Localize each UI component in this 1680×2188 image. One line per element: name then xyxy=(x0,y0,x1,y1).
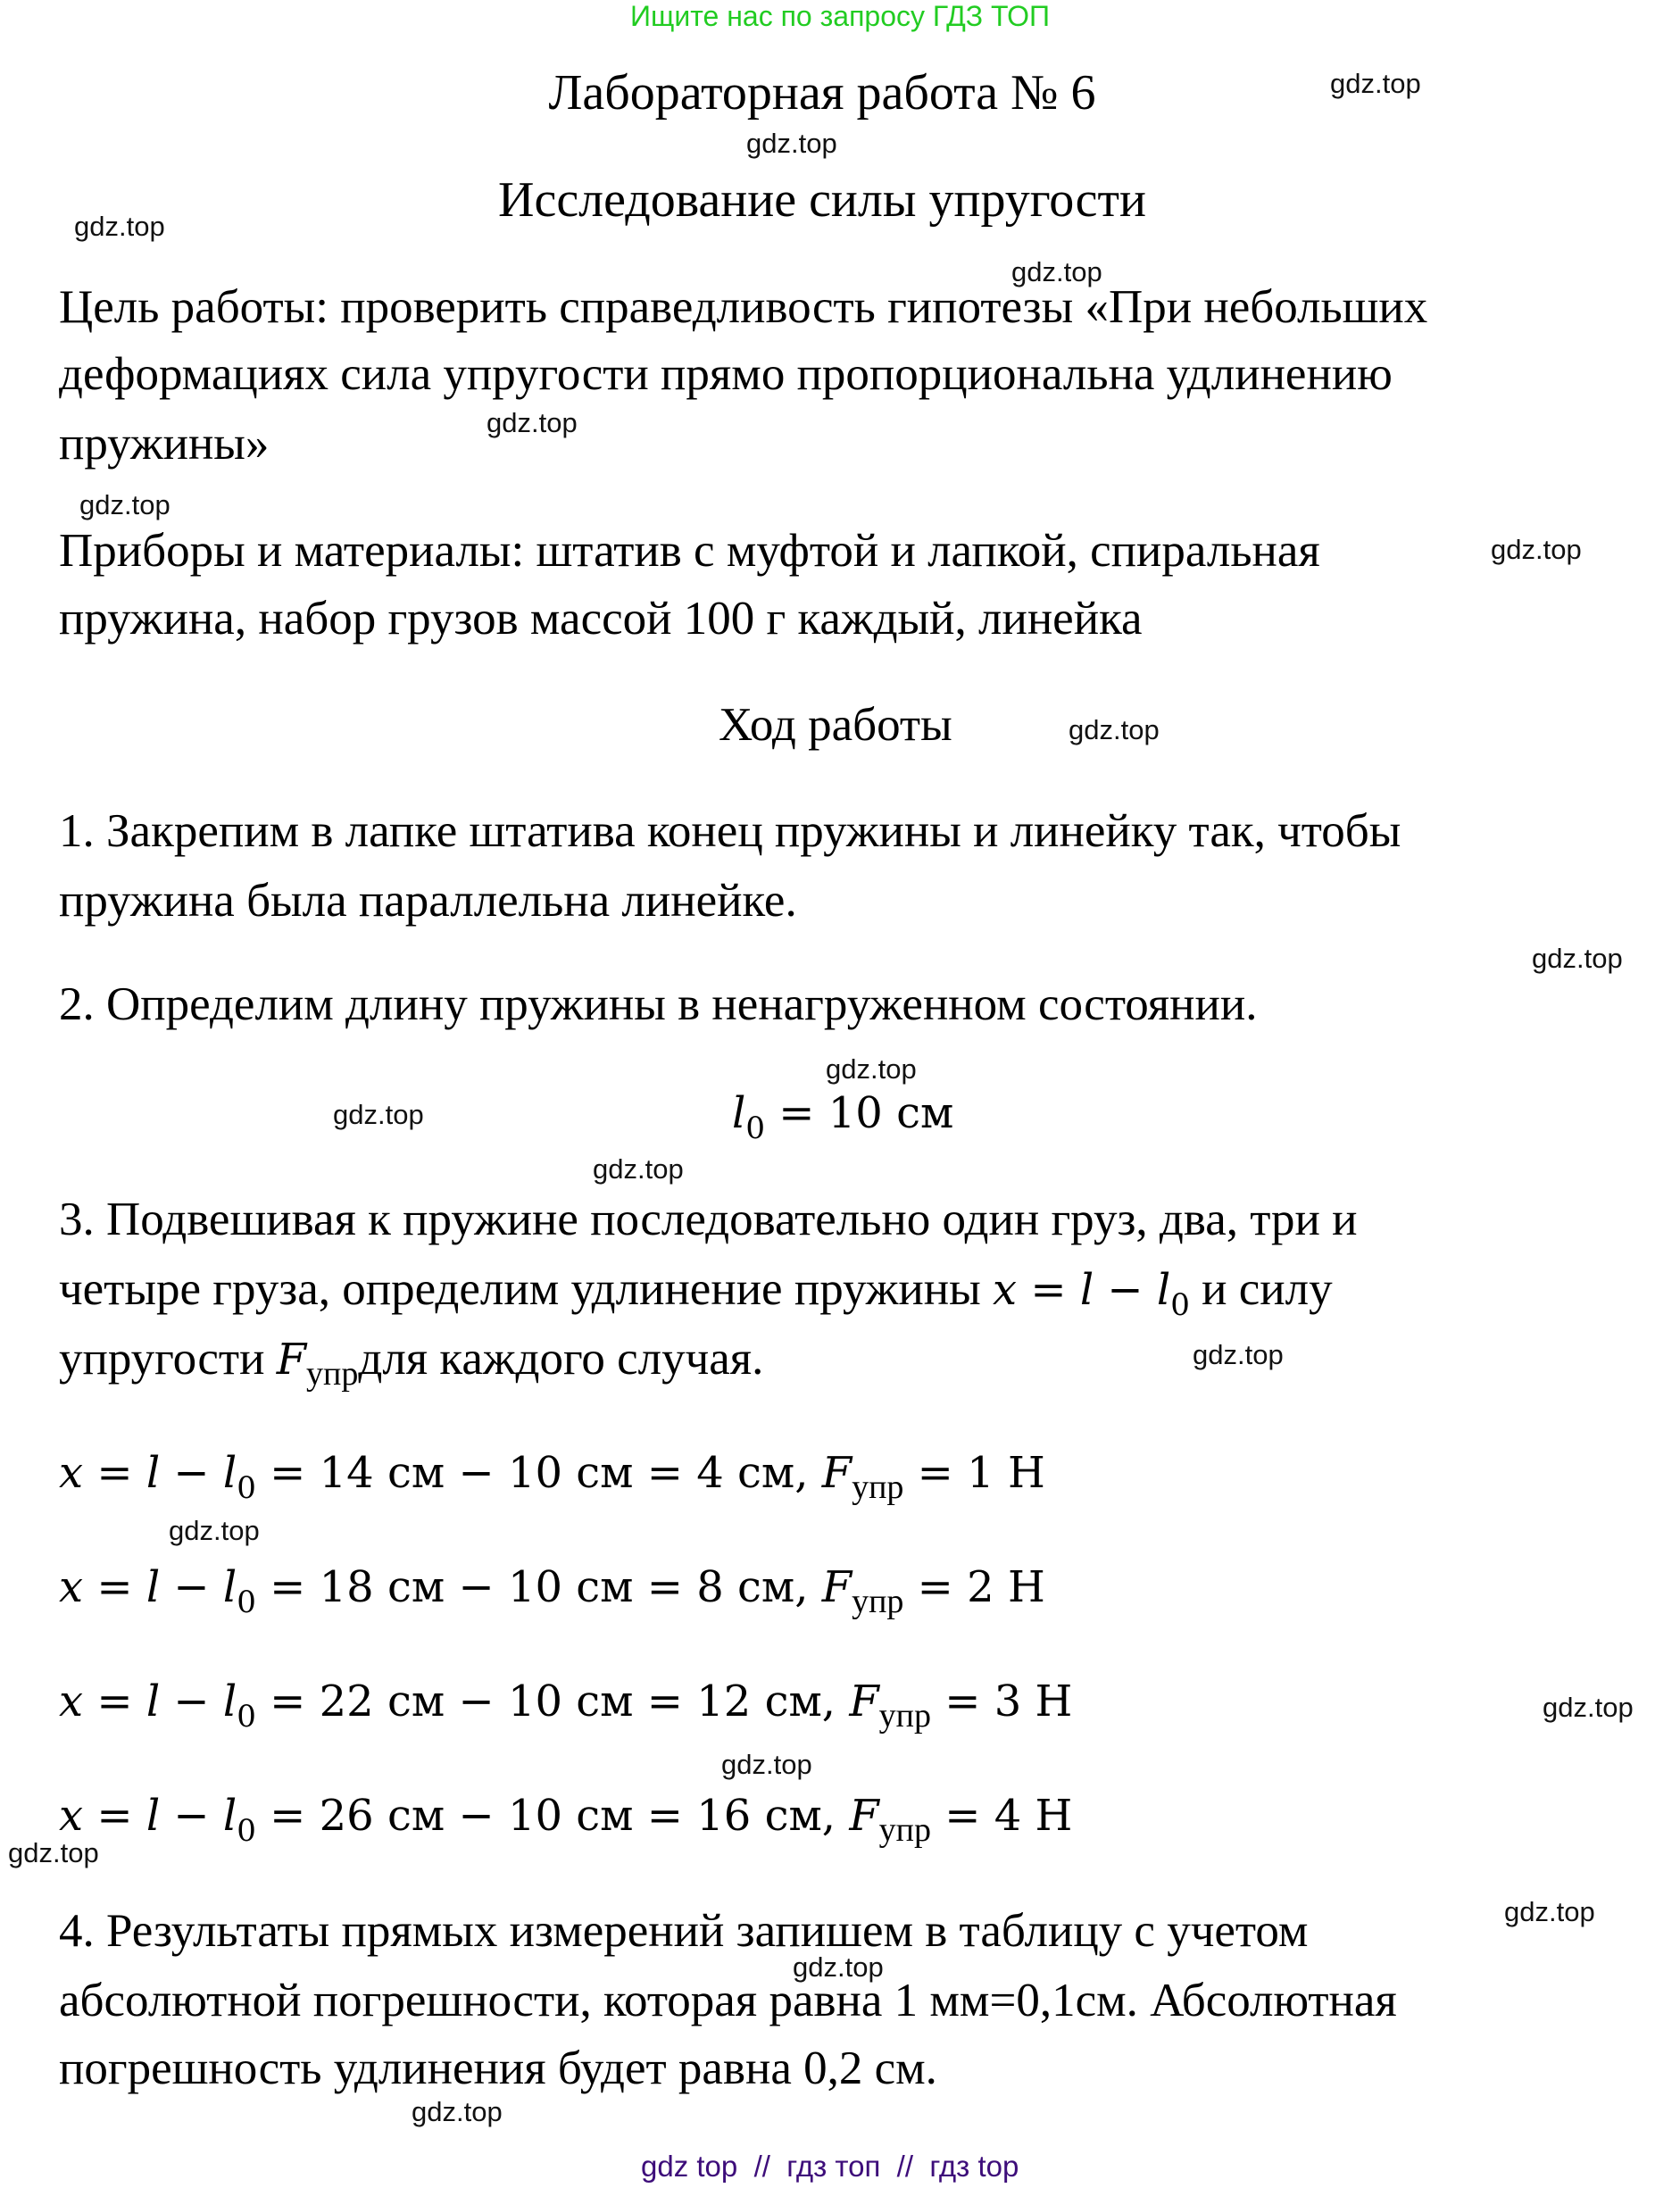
step-line: пружина была параллельна линейке. xyxy=(59,875,797,927)
goal-line: пружины» xyxy=(59,418,270,470)
watermark: gdz.top xyxy=(1069,714,1160,745)
step-line: четыре груза, определим удлинение пружины $x = l - l_0$ и силу xyxy=(59,1263,1333,1323)
watermark: gdz.top xyxy=(1504,1896,1595,1927)
watermark: gdz.top xyxy=(8,1837,99,1868)
page-subtitle: Исследование силы упругости xyxy=(498,172,1146,228)
watermark: gdz.top xyxy=(721,1749,812,1780)
step-line: 3. Подвешивая к пружине последовательно один груз, два, три и xyxy=(59,1194,1358,1245)
watermark: gdz.top xyxy=(169,1515,260,1546)
watermark: gdz.top xyxy=(1543,1692,1634,1723)
watermark: gdz.top xyxy=(593,1153,684,1185)
procedure-heading: Ход работы xyxy=(719,699,952,751)
equation-row: $x = l - l_0 = 26$ см − 10 см = 16 см, $F_{упр} = 4$ Н xyxy=(59,1791,1073,1849)
step-line: абсолютной погрешности, которая равна 1 мм=0,1см. Абсолютная xyxy=(59,1975,1397,2026)
apparatus-line: Приборы и материалы: штатив с муфтой и лапкой, спиральная xyxy=(59,525,1320,577)
step-line: 4. Результаты прямых измерений запишем в таблицу с учетом xyxy=(59,1905,1309,1957)
page-title: Лабораторная работа № 6 xyxy=(548,65,1096,121)
watermark: gdz.top xyxy=(333,1099,424,1130)
watermark: gdz.top xyxy=(1330,68,1421,99)
initial-length-formula: $l_0 = 10$ см xyxy=(732,1088,954,1146)
apparatus-line: пружина, набор грузов массой 100 г каждый, линейка xyxy=(59,593,1143,645)
watermark: gdz.top xyxy=(79,489,170,520)
equation-row: $x = l - l_0 = 22$ см − 10 см = 12 см, $F_{упр} = 3$ Н xyxy=(59,1676,1073,1735)
watermark: gdz.top xyxy=(793,1951,884,1983)
search-banner: Ищите нас по запросу ГДЗ ТОП xyxy=(630,0,1050,32)
equation-row: $x = l - l_0 = 18$ см − 10 см = 8 см, $F_{упр} = 2$ Н xyxy=(59,1562,1045,1620)
equation-row: $x = l - l_0 = 14$ см − 10 см = 4 см, $F_{упр} = 1$ Н xyxy=(59,1448,1045,1506)
step-line: упругости $F_{упр}для$ каждого случая. xyxy=(59,1333,764,1393)
watermark: gdz.top xyxy=(412,2096,503,2127)
goal-line: Цель работы: проверить справедливость гипотезы «При небольших xyxy=(59,281,1428,333)
force-symbol: $F_{упр}$ xyxy=(276,1335,359,1393)
step-line: 2. Определим длину пружины в ненагруженном состоянии. xyxy=(59,978,1258,1030)
watermark: gdz.top xyxy=(1193,1339,1284,1370)
watermark: gdz.top xyxy=(746,128,837,159)
watermark: gdz.top xyxy=(1491,534,1582,565)
goal-line: деформациях сила упругости прямо пропорциональна удлинению xyxy=(59,348,1393,400)
footer-links: gdz top // гдз топ // гдз top xyxy=(641,2150,1019,2183)
watermark: gdz.top xyxy=(1011,256,1102,287)
watermark: gdz.top xyxy=(826,1053,917,1085)
step-line: погрешность удлинения будет равна 0,2 см. xyxy=(59,2042,937,2094)
watermark: gdz.top xyxy=(487,407,578,438)
watermark: gdz.top xyxy=(1532,943,1623,974)
elongation-formula: $x = l - l_0$ xyxy=(993,1265,1190,1323)
step-line: 1. Закрепим в лапке штатива конец пружины и линейку так, чтобы xyxy=(59,805,1401,857)
watermark: gdz.top xyxy=(74,211,165,242)
